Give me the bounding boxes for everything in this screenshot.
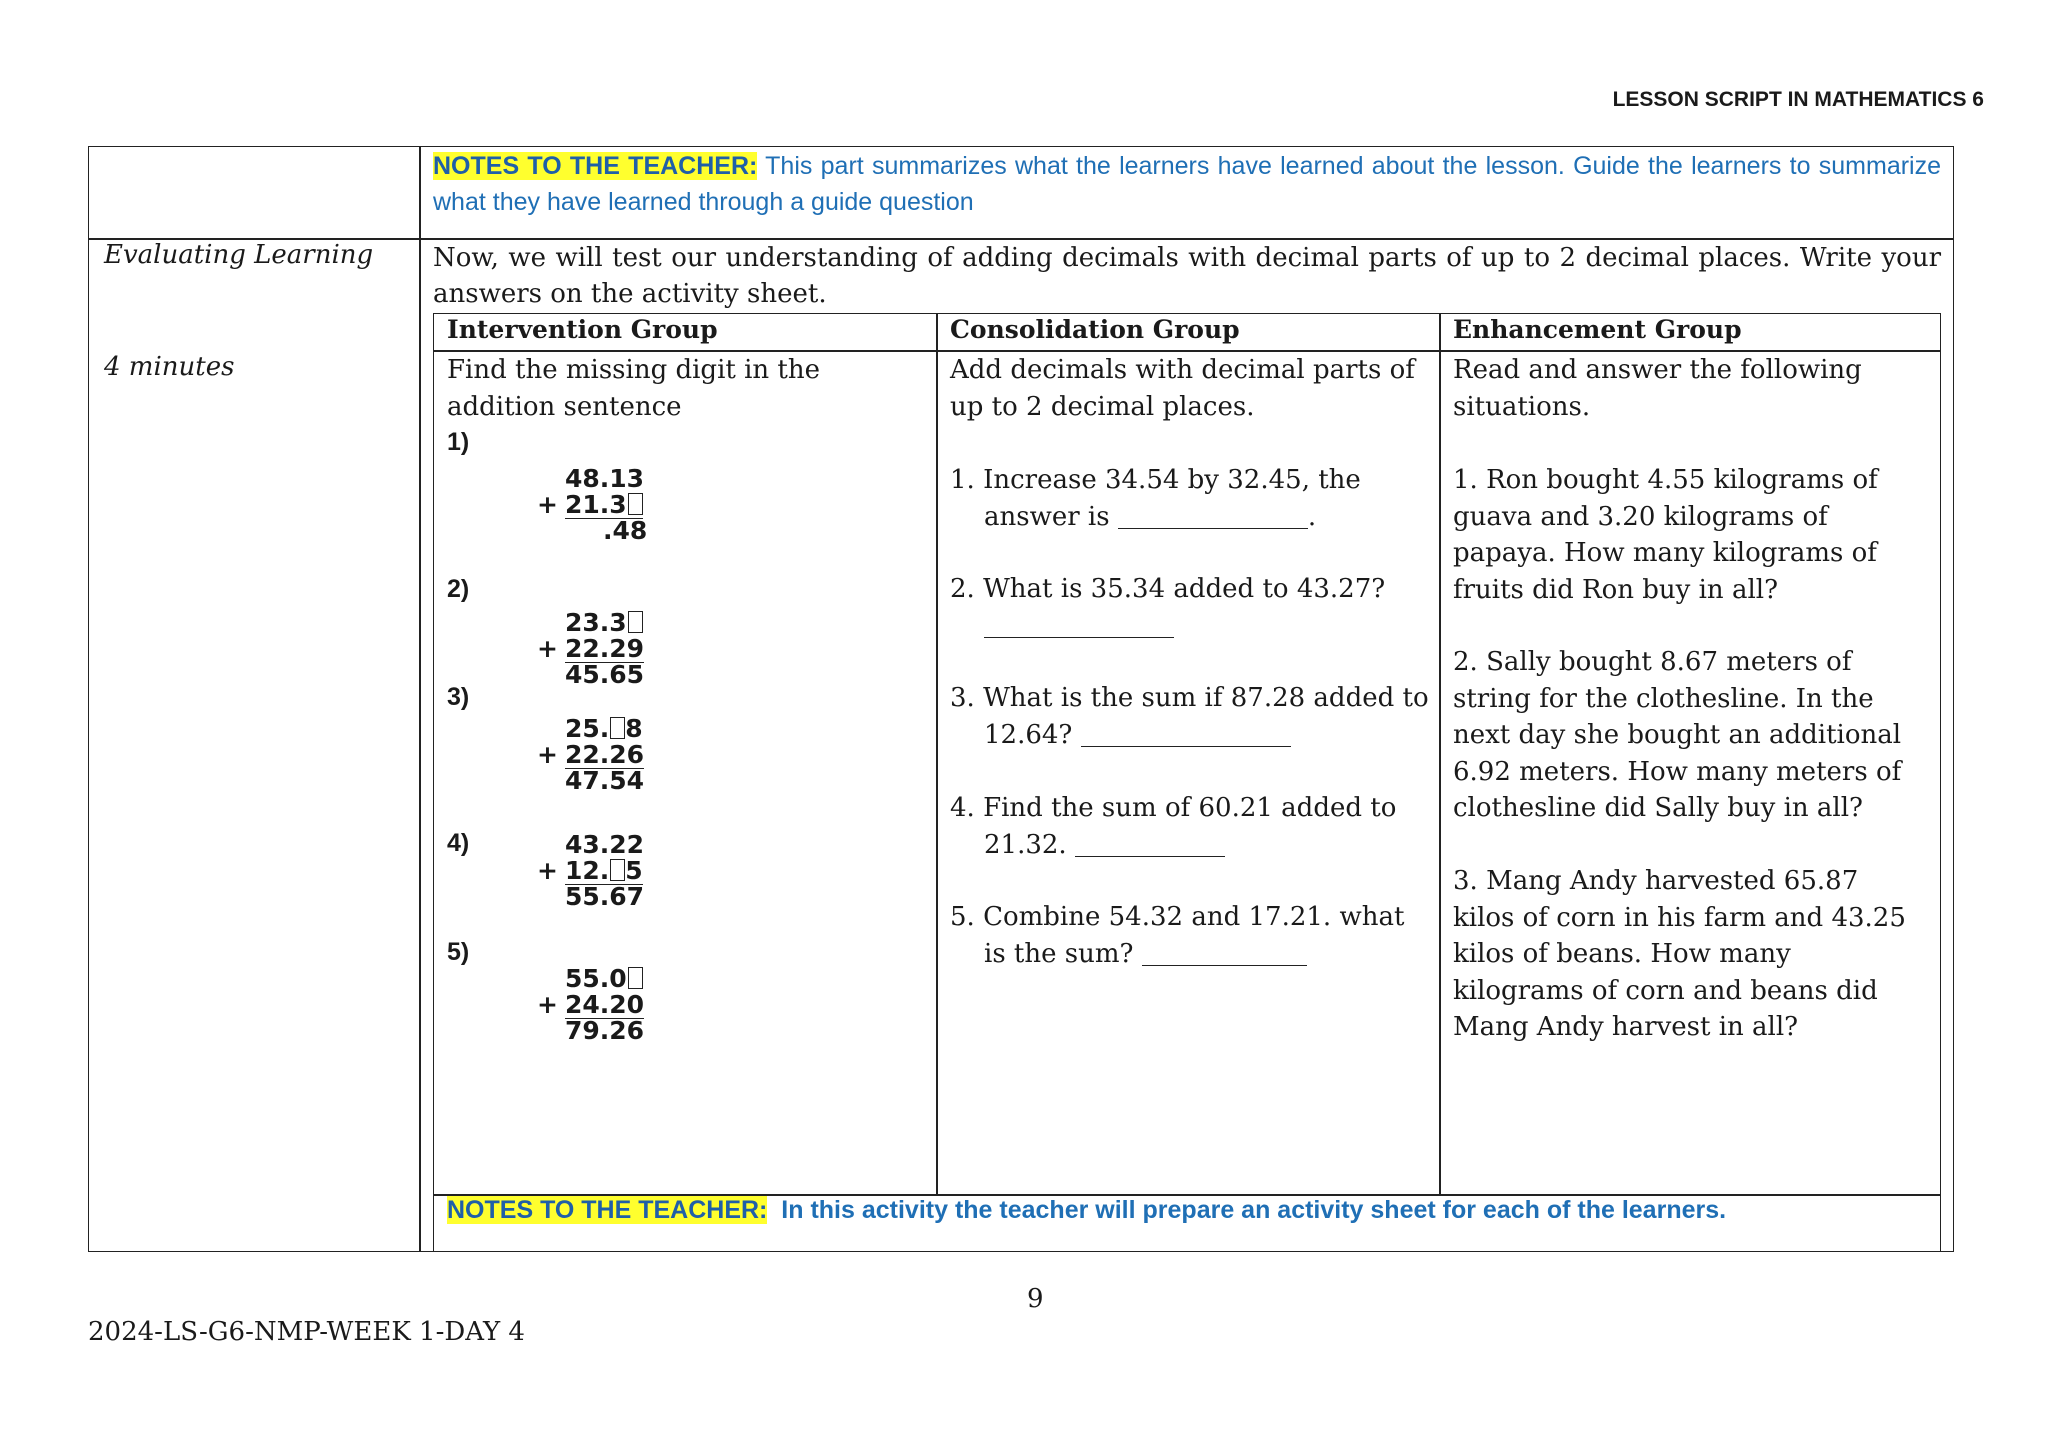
group-col-divider-2 xyxy=(1439,313,1441,1194)
problem-label: 3) xyxy=(447,683,470,711)
column-divider xyxy=(419,146,421,1252)
enhancement-instructions: Read and answer the following situations. xyxy=(1453,355,1862,422)
consolidation-item-2: 2. What is 35.34 added to 43.27? xyxy=(950,571,1385,644)
missing-digit-box xyxy=(610,859,625,881)
page-number: 9 xyxy=(1027,1284,1044,1314)
missing-digit-box xyxy=(628,611,643,633)
addition-problem-1: 48.13 + 21.3 .48 xyxy=(537,464,648,545)
notes-text: This part summarizes what the learners have learned about the lesson. Guide the learners to summarize what they have learned through a guide question xyxy=(433,152,1942,216)
situation-3: 3. Mang Andy harvested 65.87 kilos of corn in his farm and 43.25 kilos of beans. How many kilograms of corn and beans did Mang Andy harvest in all? xyxy=(1453,866,1906,1042)
problem-label: 1) xyxy=(447,428,470,456)
answer-blank xyxy=(1081,724,1291,747)
consolidation-item-4: 4. Find the sum of 60.21 added to 21.32. xyxy=(950,793,1397,860)
situation-2: 2. Sally bought 8.67 meters of string for the clothesline. In the next day she bought an additional 6.92 meters. How many meters of clothesline did Sally buy in all? xyxy=(1453,647,1902,823)
time-label: 4 minutes xyxy=(104,352,235,382)
consolidation-item-1: 1. Increase 34.54 by 32.45, the answer is . xyxy=(950,465,1361,532)
group-col-divider-1 xyxy=(936,313,938,1194)
notes-text: In this activity the teacher will prepare an activity sheet for each of the learners. xyxy=(781,1196,1727,1224)
consolidation-header: Consolidation Group xyxy=(950,315,1240,344)
addition-problem-2: 23.3 + 22.29 45.65 xyxy=(537,608,645,689)
consolidation-instructions: Add decimals with decimal parts of up to 2 decimal places. xyxy=(950,355,1415,422)
consolidation-item-3: 3. What is the sum if 87.28 added to 12.64? xyxy=(950,683,1429,750)
document-header: LESSON SCRIPT IN MATHEMATICS 6 xyxy=(1612,88,1984,111)
missing-digit-box xyxy=(610,717,625,739)
situation-1: 1. Ron bought 4.55 kilograms of guava and 3.20 kilograms of papaya. How many kilograms of fruits did Ron buy in all? xyxy=(1453,465,1878,605)
evaluation-intro: Now, we will test our understanding of adding decimals with decimal parts of up to 2 decimal places. Write your answers on the activity sheet. xyxy=(433,243,1941,309)
notes-to-teacher-top xyxy=(433,148,1941,220)
consolidation-item-5: 5. Combine 54.32 and 17.21. what is the sum? xyxy=(950,902,1405,969)
notes-label: NOTES TO THE TEACHER: xyxy=(447,1196,768,1224)
answer-blank xyxy=(1075,834,1225,857)
enhancement-header: Enhancement Group xyxy=(1453,315,1742,344)
addition-problem-4: 43.22 + 12. 5 55.67 xyxy=(537,830,645,911)
addition-problem-5: 55.0 + 24.20 79.26 xyxy=(537,964,645,1045)
addition-problem-3: 25. 8 + 22.26 47.54 xyxy=(537,714,645,795)
notes-to-teacher-bottom xyxy=(447,1196,1726,1225)
problem-label: 5) xyxy=(447,938,470,966)
answer-blank xyxy=(1142,943,1307,966)
missing-digit-box xyxy=(628,967,643,989)
problem-label: 2) xyxy=(447,575,470,603)
document-code: 2024-LS-G6-NMP-WEEK 1-DAY 4 xyxy=(88,1317,525,1347)
intervention-header: Intervention Group xyxy=(447,315,718,344)
missing-digit-box xyxy=(628,493,643,515)
problem-label: 4) xyxy=(447,829,470,857)
notes-label: NOTES TO THE TEACHER: xyxy=(433,152,758,180)
answer-blank xyxy=(1118,506,1308,529)
intervention-instructions: Find the missing digit in the addition sentence xyxy=(447,355,821,422)
answer-blank xyxy=(984,615,1174,638)
section-label: Evaluating Learning xyxy=(104,240,374,270)
